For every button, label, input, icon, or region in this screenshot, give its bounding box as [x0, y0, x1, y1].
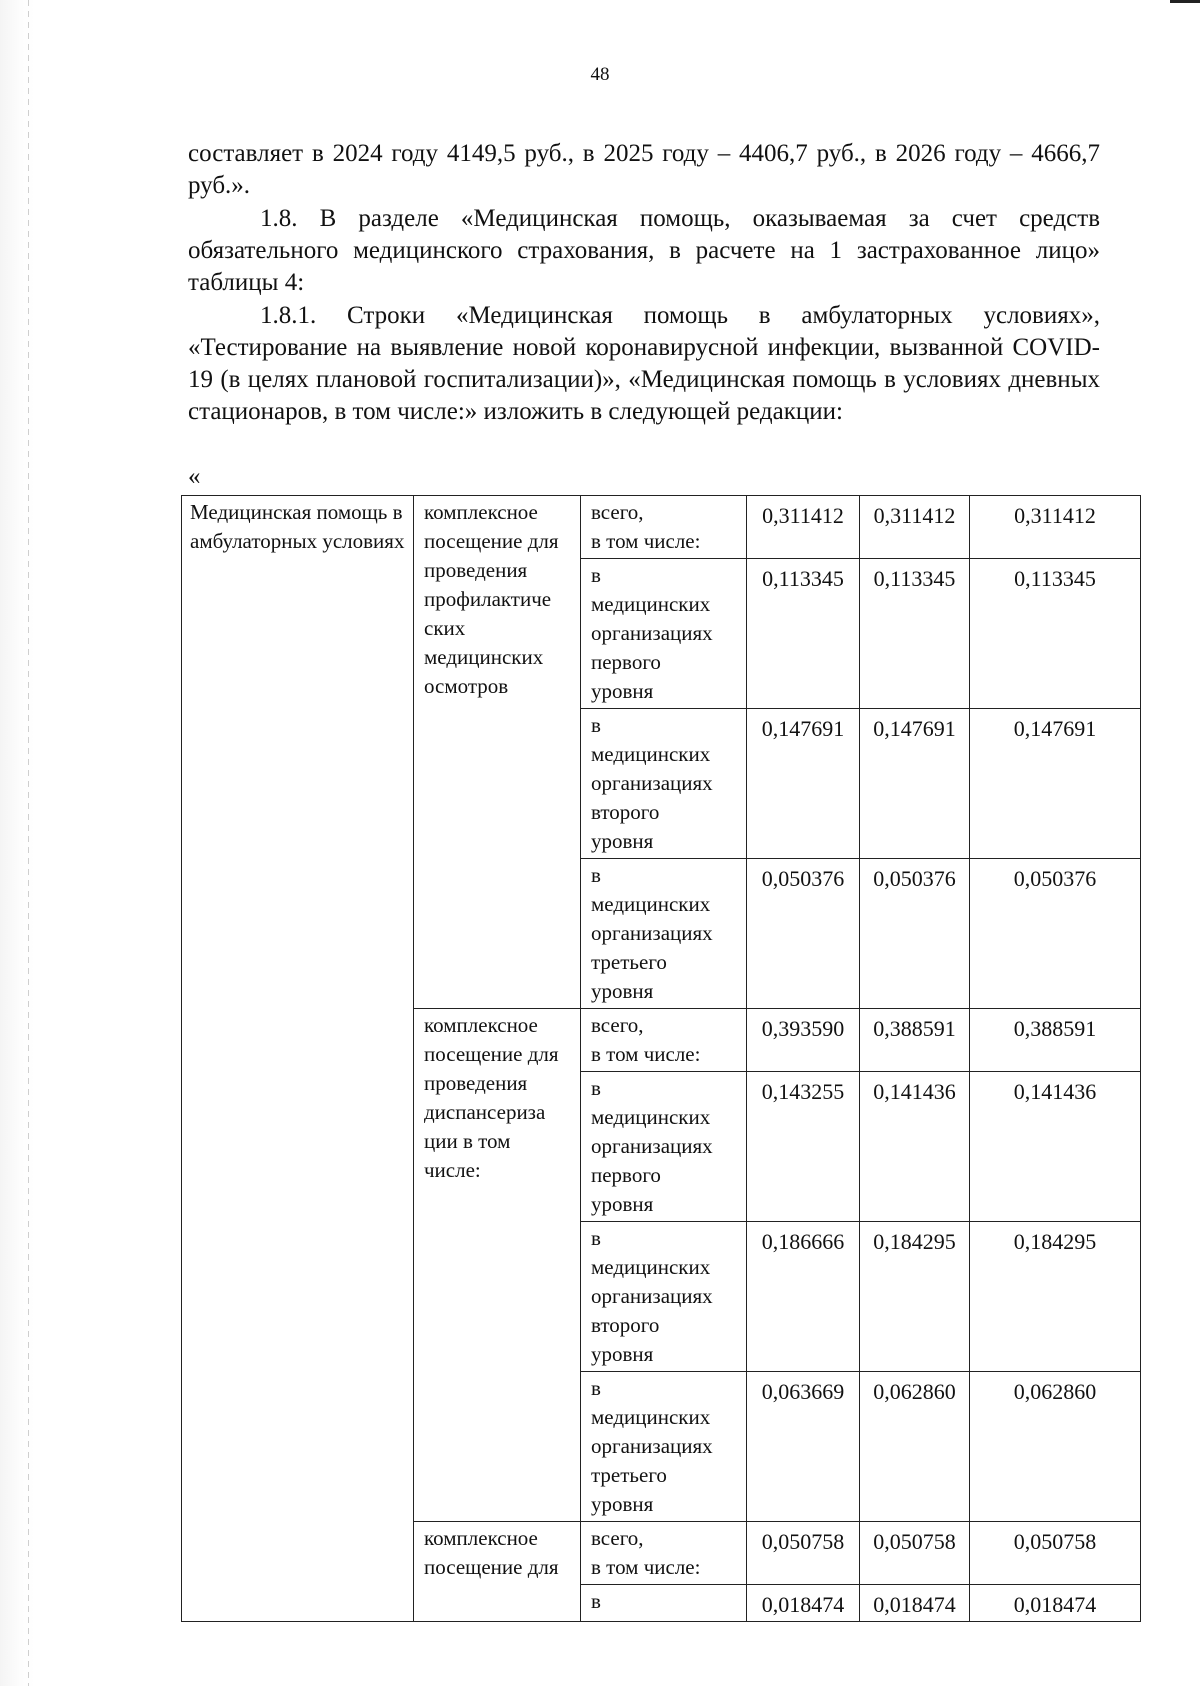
value-2025-cell: 0,311412 [860, 496, 970, 559]
subgroup-cell: в медицинских организациях первого уровня [581, 559, 747, 709]
group-label-cell: комплексное посещение для проведения профилактиче ских медицинских осмотров [414, 496, 581, 1009]
subgroup-cell: всего, в том числе: [581, 1009, 747, 1072]
value-2026-cell: 0,147691 [970, 709, 1141, 859]
value-2024-cell: 0,143255 [747, 1072, 860, 1222]
paragraph-text: 1.8.1. Строки «Медицинская помощь в амбулаторных условиях», «Тестирование на выявление новой коронавирусной инфекции, вызванной COVID-19 (в целях плановой госпитализации)», «Медицинская помощь в условиях дневных стационаров, в том числе:» изложить в следующей редакции: [188, 302, 1100, 425]
value-2024-cell: 0,050376 [747, 859, 860, 1009]
value-2025-cell: 0,050758 [860, 1522, 970, 1585]
value-2026-cell: 0,062860 [970, 1372, 1141, 1522]
value-2026-cell: 0,311412 [970, 496, 1141, 559]
subgroup-cell: всего, в том числе: [581, 496, 747, 559]
subgroup-cell: в медицинских организациях второго уровня [581, 709, 747, 859]
value-2025-cell: 0,050376 [860, 859, 970, 1009]
table-body [182, 496, 1141, 1622]
value-2024-cell: 0,113345 [747, 559, 860, 709]
value-2026-cell: 0,184295 [970, 1222, 1141, 1372]
group-label-cell: комплексное посещение для проведения диспансериза ции в том числе: [414, 1009, 581, 1522]
subgroup-cell: в медицинских организациях второго уровня [581, 1222, 747, 1372]
value-2025-cell: 0,388591 [860, 1009, 970, 1072]
paragraph-section-1-8-1 [188, 300, 1100, 428]
table-row [182, 496, 1141, 559]
paragraph-section-1-8 [188, 203, 1100, 299]
subgroup-cell: всего, в том числе: [581, 1522, 747, 1585]
paragraph-text: 1.8. В разделе «Медицинская помощь, оказываемая за счет средств обязательного медицинского страхования, в расчете на 1 застрахованное лицо» таблицы 4: [188, 205, 1100, 296]
value-2026-cell: 0,018474 [970, 1585, 1141, 1622]
scan-edge [0, 0, 36, 1686]
value-2024-cell: 0,186666 [747, 1222, 860, 1372]
subgroup-cell: в медицинских организациях третьего уровня [581, 859, 747, 1009]
value-2024-cell: 0,147691 [747, 709, 860, 859]
value-2025-cell: 0,113345 [860, 559, 970, 709]
value-2025-cell: 0,184295 [860, 1222, 970, 1372]
scan-corner-mark [1170, 0, 1200, 3]
paragraph-text: составляет в 2024 году 4149,5 руб., в 2025 году – 4406,7 руб., в 2026 году – 4666,7 руб.». [188, 140, 1100, 199]
value-2025-cell: 0,062860 [860, 1372, 970, 1522]
opening-quote-mark: « [188, 463, 201, 490]
subgroup-cell: в медицинских организациях первого уровня [581, 1072, 747, 1222]
value-2025-cell: 0,141436 [860, 1072, 970, 1222]
value-2025-cell: 0,018474 [860, 1585, 970, 1622]
value-2024-cell: 0,311412 [747, 496, 860, 559]
value-2024-cell: 0,018474 [747, 1585, 860, 1622]
subgroup-cell: в [581, 1585, 747, 1622]
value-2026-cell: 0,141436 [970, 1072, 1141, 1222]
value-2026-cell: 0,113345 [970, 559, 1141, 709]
value-2024-cell: 0,050758 [747, 1522, 860, 1585]
coverage-norms-table [181, 495, 1141, 1622]
page-number: 48 [590, 64, 610, 85]
value-2024-cell: 0,393590 [747, 1009, 860, 1072]
value-2026-cell: 0,388591 [970, 1009, 1141, 1072]
value-2026-cell: 0,050758 [970, 1522, 1141, 1585]
value-2025-cell: 0,147691 [860, 709, 970, 859]
value-2024-cell: 0,063669 [747, 1372, 860, 1522]
value-2026-cell: 0,050376 [970, 859, 1141, 1009]
category-cell: Медицинская помощь в амбулаторных условиях [182, 496, 414, 1622]
subgroup-cell: в медицинских организациях третьего уровня [581, 1372, 747, 1522]
group-label-cell: комплексное посещение для [414, 1522, 581, 1622]
paragraph-continuation [188, 138, 1100, 202]
